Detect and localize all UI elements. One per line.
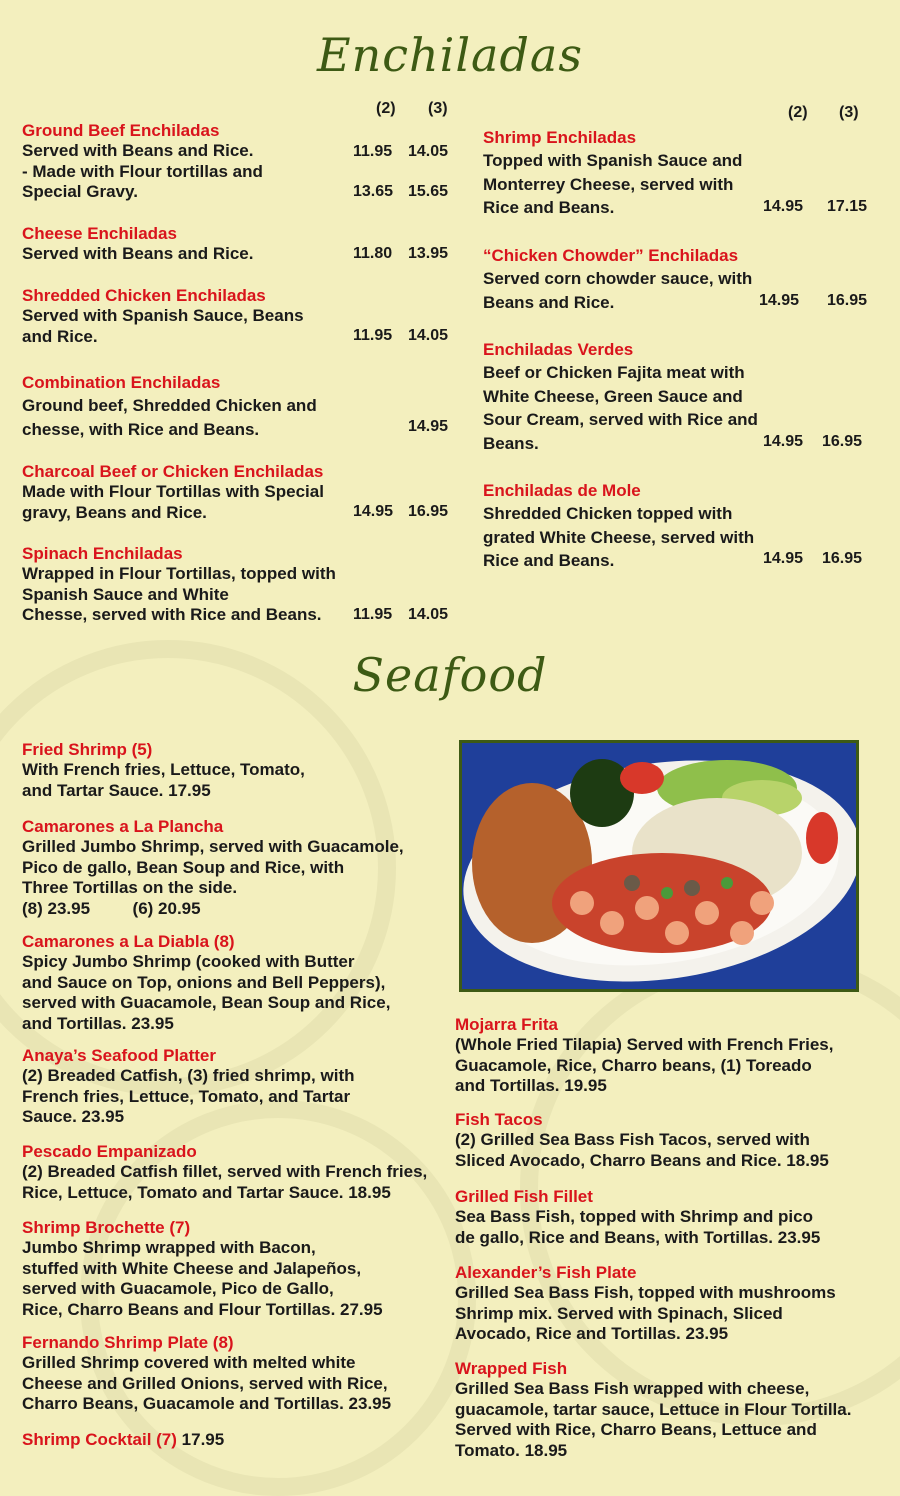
item-desc: Beans. — [483, 433, 539, 453]
item-desc: Rice and Beans. — [483, 198, 615, 218]
item-desc: Served with Beans and Rice. — [22, 141, 254, 161]
item-name: Charcoal Beef or Chicken Enchiladas — [22, 462, 324, 481]
price-3: 16.95 — [827, 292, 868, 309]
item-desc: grated White Cheese, served with — [483, 527, 755, 547]
menu-item-shredded-chicken-enchiladas — [22, 286, 304, 347]
item-name: Shrimp Enchiladas — [483, 128, 637, 147]
item-desc: Spanish Sauce and White — [22, 584, 229, 604]
item-desc: Pico de gallo, Bean Soup and Rice, with — [22, 857, 345, 877]
menu-item-cheese-enchiladas — [22, 224, 253, 265]
item-desc: - Made with Flour tortillas and — [22, 161, 263, 181]
item-name: Grilled Fish Fillet — [455, 1187, 593, 1206]
item-desc: chesse, with Rice and Beans. — [22, 419, 260, 439]
item-name: Spinach Enchiladas — [22, 544, 183, 563]
item-name: Fried Shrimp (5) — [22, 740, 153, 759]
price-2: 11.80 — [353, 245, 393, 262]
item-desc: French fries, Lettuce, Tomato, and Tartar — [22, 1086, 351, 1106]
item-desc: Three Tortillas on the side. — [22, 878, 238, 898]
item-desc: Sea Bass Fish, topped with Shrimp and pico — [455, 1207, 813, 1227]
menu-item-enchiladas-de-mole — [483, 479, 754, 573]
item-desc: Topped with Spanish Sauce and — [483, 151, 743, 171]
item-price: 17.95 — [181, 1430, 225, 1449]
item-desc: Beef or Chicken Fajita meat with — [483, 363, 745, 383]
item-desc: Grilled Sea Bass Fish wrapped with cheese, — [455, 1379, 810, 1399]
item-desc: Served with Rice, Charro Beans, Lettuce and — [455, 1420, 817, 1440]
item-desc: Shredded Chicken topped with — [483, 504, 733, 524]
right-col-header-3: (3) — [839, 104, 859, 121]
item-desc: Sliced Avocado, Charro Beans and Rice. 18.95 — [455, 1150, 829, 1170]
item-name: Pescado Empanizado — [22, 1142, 197, 1161]
item-desc: Sour Cream, served with Rice and — [483, 410, 758, 430]
item-desc: Shrimp mix. Served with Spinach, Sliced — [455, 1303, 783, 1323]
item-desc: and Tortillas. 19.95 — [455, 1076, 607, 1096]
price-3: 14.95 — [408, 418, 449, 435]
menu-item-ground-beef-enchiladas — [22, 121, 263, 203]
item-desc: Jumbo Shrimp wrapped with Bacon, — [22, 1238, 316, 1258]
price-3: 17.15 — [827, 198, 868, 215]
item-name: Ground Beef Enchiladas — [22, 121, 220, 140]
item-desc: Charro Beans, Guacamole and Tortillas. 23.95 — [22, 1394, 392, 1414]
item-desc: (2) Grilled Sea Bass Fish Tacos, served with — [455, 1130, 810, 1150]
item-desc: Beans and Rice. — [483, 292, 615, 312]
item-desc: Tomato. 18.95 — [455, 1440, 568, 1460]
item-desc: Made with Flour Tortillas with Special — [22, 482, 324, 502]
menu-item-spinach-enchiladas — [22, 544, 336, 626]
item-desc: and Tortillas. 23.95 — [22, 1013, 174, 1033]
menu-item-anaya-seafood-platter — [22, 1046, 355, 1128]
item-desc: (2) Breaded Catfish fillet, served with French fries, — [22, 1162, 428, 1182]
item-desc: served with Guacamole, Pico de Gallo, — [22, 1279, 334, 1299]
item-desc: and Sauce on Top, onions and Bell Peppers), — [22, 972, 386, 992]
item-name: Alexander’s Fish Plate — [455, 1263, 637, 1282]
item-name: Enchiladas Verdes — [483, 340, 634, 359]
item-desc: With French fries, Lettuce, Tomato, — [22, 760, 305, 780]
price-3: 16.95 — [822, 433, 863, 450]
item-desc: gravy, Beans and Rice. — [22, 502, 207, 522]
price-2: 14.95 — [759, 292, 800, 309]
item-desc: and Tartar Sauce. 17.95 — [22, 780, 211, 800]
menu-item-mojarra-frita — [455, 1015, 833, 1097]
item-desc: Spicy Jumbo Shrimp (cooked with Butter — [22, 952, 355, 972]
item-desc: Served with Beans and Rice. — [22, 244, 254, 264]
item-desc: de gallo, Rice and Beans, with Tortillas. 23.95 — [455, 1227, 821, 1247]
left-col-header-2: (2) — [376, 100, 396, 117]
item-desc: (2) Breaded Catfish, (3) fried shrimp, with — [22, 1066, 355, 1086]
item-name: Fish Tacos — [455, 1110, 543, 1129]
price-3: 14.05 — [408, 143, 449, 160]
menu-item-chicken-chowder-enchiladas — [483, 244, 752, 314]
item-name: Shrimp Cocktail (7) — [22, 1430, 177, 1449]
price-3: 13.95 — [408, 245, 449, 262]
price-2: 14.95 — [763, 550, 804, 567]
item-desc: Rice and Beans. — [483, 551, 615, 571]
price-2: 14.95 — [353, 503, 394, 520]
seafood-title: Seafood — [352, 648, 548, 702]
item-name: Anaya’s Seafood Platter — [22, 1046, 216, 1065]
item-desc: Served with Spanish Sauce, Beans — [22, 306, 304, 326]
item-name: Shredded Chicken Enchiladas — [22, 286, 266, 305]
menu-item-fried-shrimp — [22, 740, 305, 801]
item-desc: (8) 23.95 (6) 20.95 — [22, 898, 201, 918]
menu-item-fish-tacos — [455, 1110, 829, 1171]
price-3: 14.05 — [408, 606, 449, 623]
item-desc: Rice, Lettuce, Tomato and Tartar Sauce. 18.95 — [22, 1182, 391, 1202]
item-desc: Avocado, Rice and Tortillas. 23.95 — [455, 1324, 729, 1344]
item-name: Camarones a La Diabla (8) — [22, 932, 235, 951]
price-3: 14.05 — [408, 327, 449, 344]
menu-item-shrimp-enchiladas — [483, 126, 742, 220]
item-desc: stuffed with White Cheese and Jalapeños, — [22, 1258, 362, 1278]
item-name: Wrapped Fish — [455, 1359, 568, 1378]
menu-item-charcoal-enchiladas — [22, 462, 324, 523]
price-3: 16.95 — [822, 550, 863, 567]
item-desc: Monterrey Cheese, served with — [483, 174, 734, 194]
enchiladas-title: Enchiladas — [317, 28, 583, 82]
menu-item-shrimp-brochette — [22, 1218, 383, 1320]
item-desc: Special Gravy. — [22, 182, 138, 202]
item-desc: Rice, Charro Beans and Flour Tortillas. 27.95 — [22, 1299, 383, 1319]
item-name: Shrimp Brochette (7) — [22, 1218, 191, 1237]
item-desc: (Whole Fried Tilapia) Served with French Fries, — [455, 1035, 834, 1055]
left-col-header-3: (3) — [428, 100, 448, 117]
price-2: 11.95 — [353, 606, 393, 623]
price-2: 14.95 — [763, 433, 804, 450]
item-desc: Chesse, served with Rice and Beans. — [22, 605, 322, 625]
item-desc: and Rice. — [22, 326, 98, 346]
menu-item-enchiladas-verdes — [483, 338, 758, 455]
item-desc: Cheese and Grilled Onions, served with Rice, — [22, 1373, 388, 1393]
item-desc: Served corn chowder sauce, with — [483, 269, 753, 289]
menu-item-camarones-plancha — [22, 817, 404, 919]
item-name: Enchiladas de Mole — [483, 481, 641, 500]
price-3: 15.65 — [408, 183, 449, 200]
item-name: Combination Enchiladas — [22, 373, 221, 392]
menu-item-grilled-fish-fillet — [455, 1187, 820, 1248]
menu-item-pescado-empanizado — [22, 1142, 427, 1203]
item-desc: Grilled Jumbo Shrimp, served with Guacamole, — [22, 837, 404, 857]
menu-item-combination-enchiladas — [22, 371, 317, 441]
item-desc: Sauce. 23.95 — [22, 1107, 125, 1127]
price-2: 14.95 — [763, 198, 804, 215]
price-2: 13.65 — [353, 183, 394, 200]
seafood-plate-photo — [459, 740, 859, 992]
menu-item-alexander-fish-plate — [455, 1263, 836, 1345]
item-desc: guacamole, tartar sauce, Lettuce in Flour Tortilla. — [455, 1399, 852, 1419]
menu-item-wrapped-fish — [455, 1359, 851, 1461]
item-name: Mojarra Frita — [455, 1015, 558, 1034]
item-desc: Guacamole, Rice, Charro beans, (1) Toreado — [455, 1055, 812, 1075]
menu-item-camarones-diabla — [22, 932, 390, 1034]
price-3: 16.95 — [408, 503, 449, 520]
menu-item-fernando-shrimp-plate — [22, 1333, 391, 1415]
item-desc: served with Guacamole, Bean Soup and Rice, — [22, 993, 391, 1013]
item-desc: Ground beef, Shredded Chicken and — [22, 396, 317, 416]
price-2: 11.95 — [353, 327, 393, 344]
item-desc: Grilled Sea Bass Fish, topped with mushrooms — [455, 1283, 836, 1303]
item-desc: White Cheese, Green Sauce and — [483, 386, 743, 406]
item-name: Camarones a La Plancha — [22, 817, 224, 836]
item-name: Cheese Enchiladas — [22, 224, 177, 243]
menu-item-shrimp-cocktail — [22, 1430, 224, 1450]
price-2: 11.95 — [353, 143, 393, 160]
item-name: “Chicken Chowder” Enchiladas — [483, 246, 739, 265]
item-desc: Wrapped in Flour Tortillas, topped with — [22, 564, 336, 584]
item-name: Fernando Shrimp Plate (8) — [22, 1333, 234, 1352]
right-col-header-2: (2) — [788, 104, 808, 121]
item-desc: Grilled Shrimp covered with melted white — [22, 1353, 356, 1373]
